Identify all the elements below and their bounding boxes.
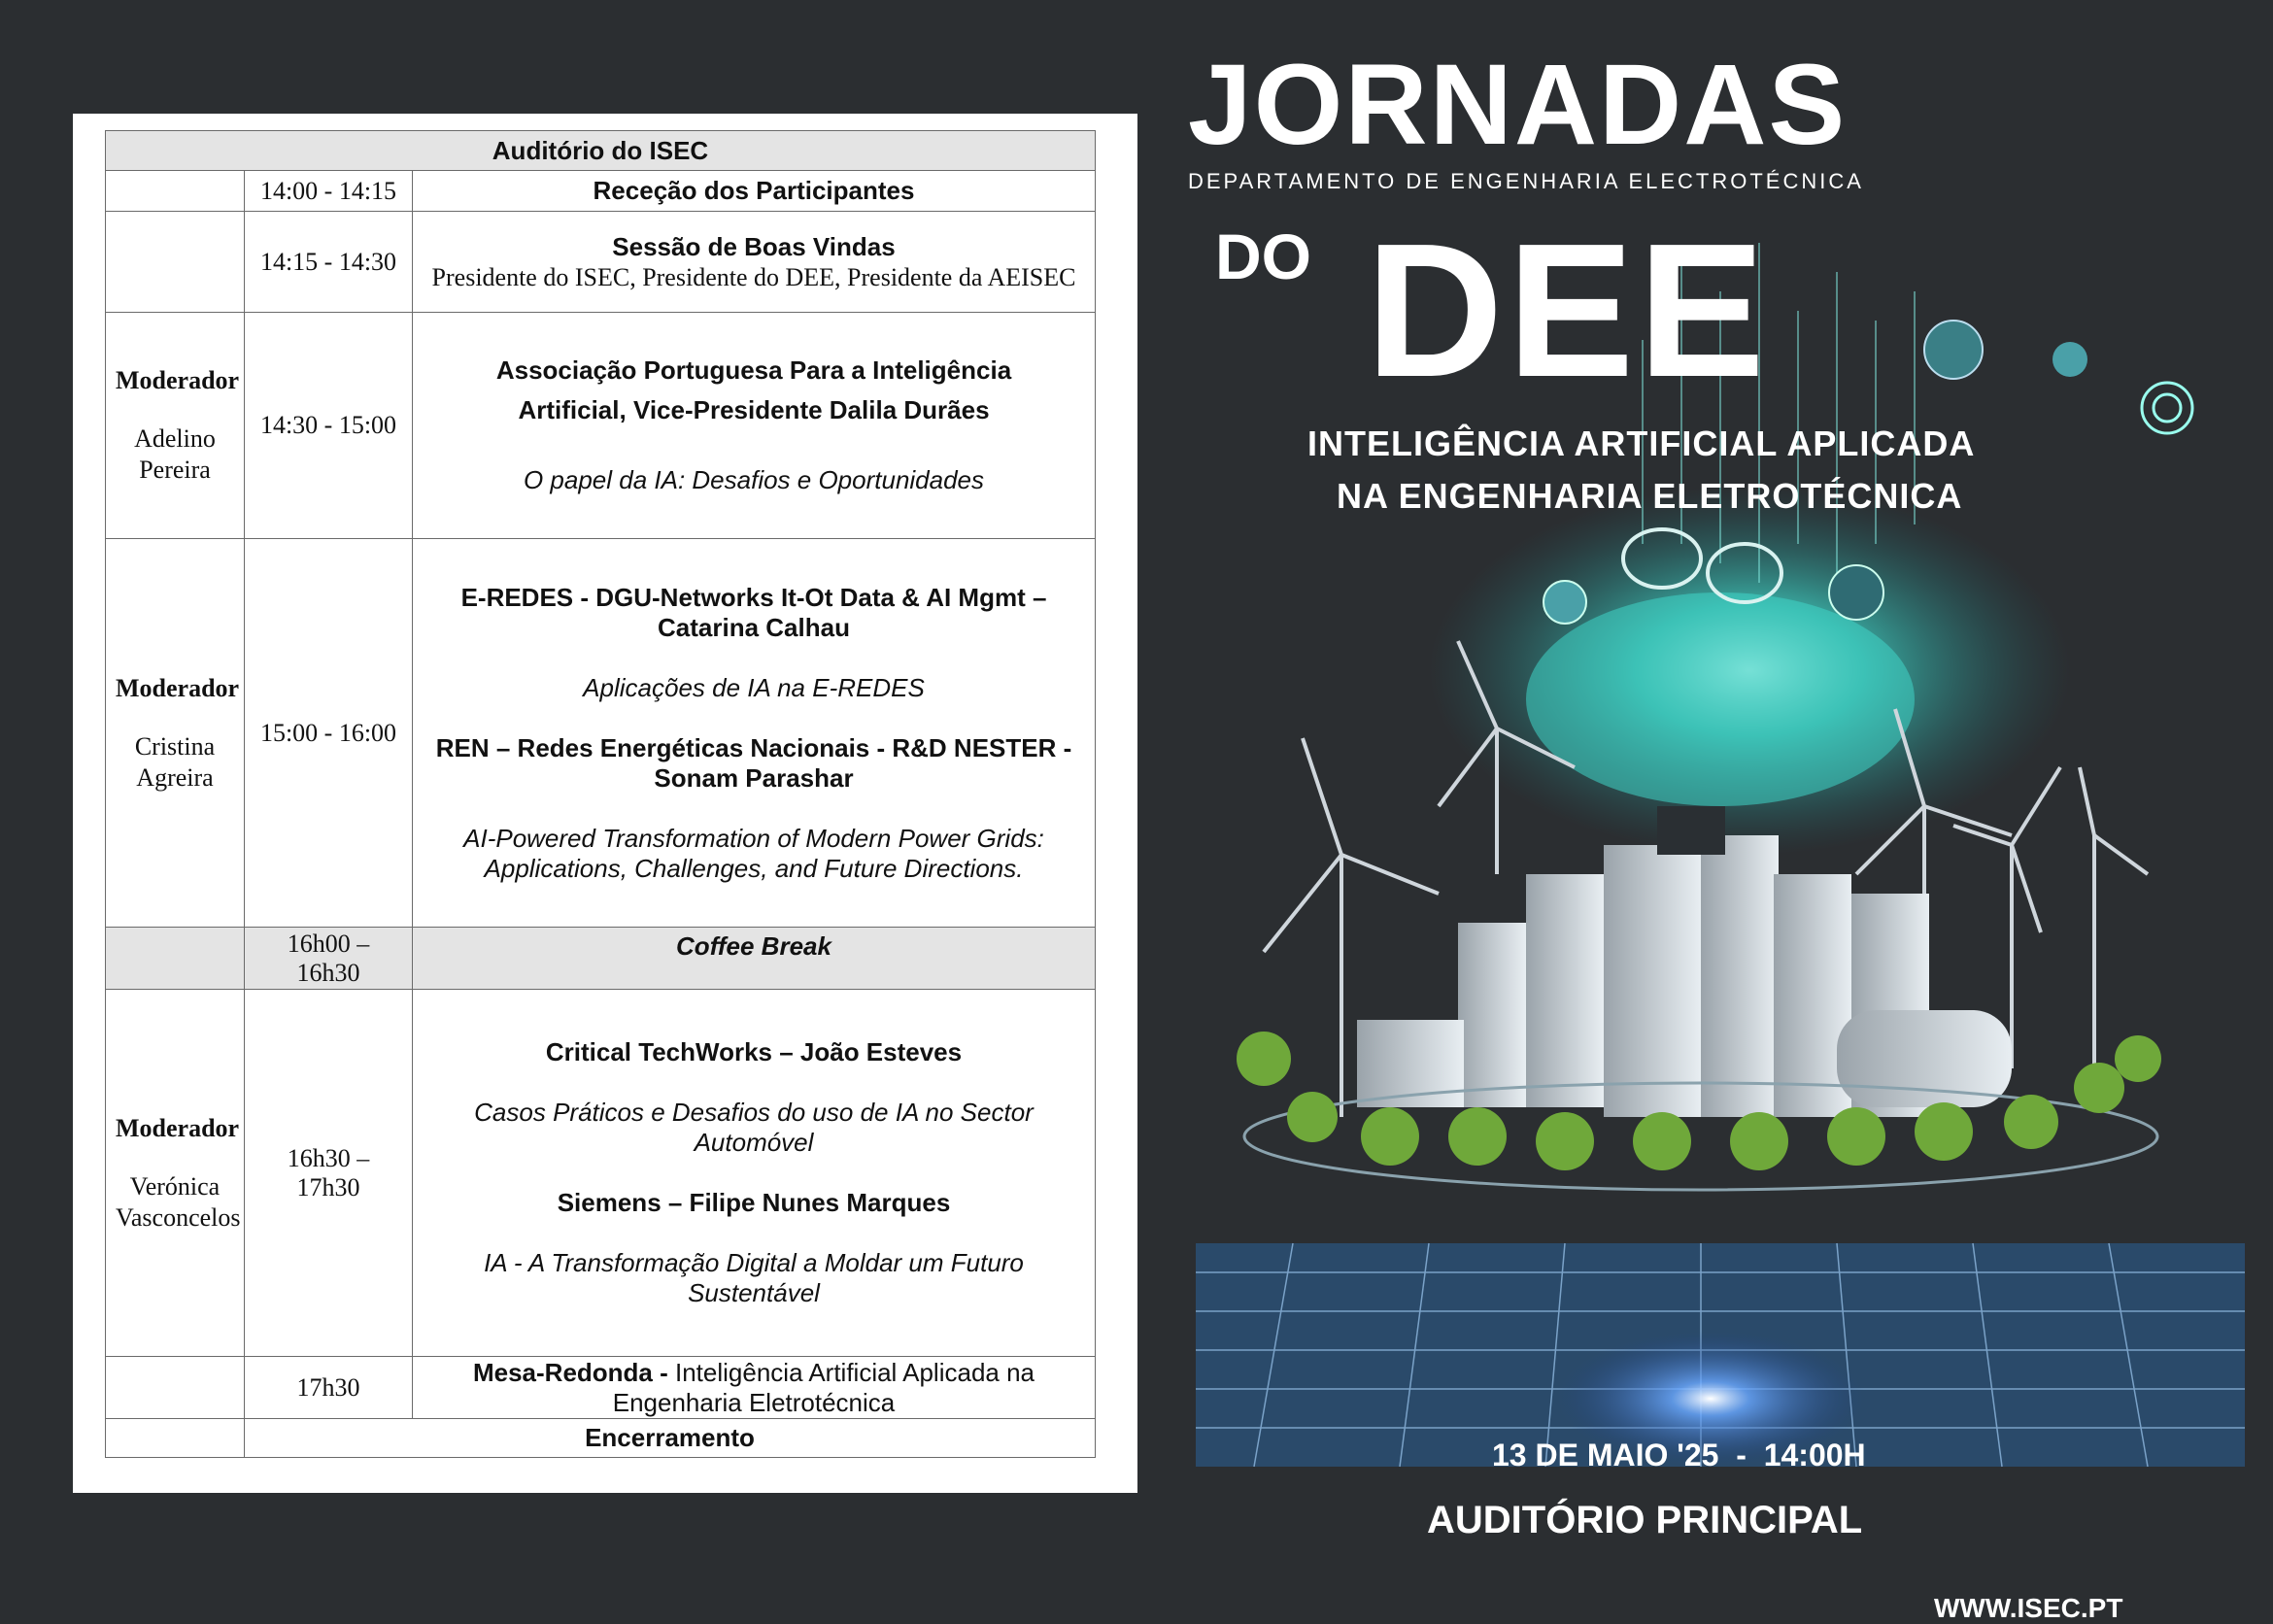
round-table-topic: Inteligência Artificial Aplicada na Engenharia Eletrotécnica: [612, 1357, 1035, 1417]
theme-line-1: INTELIGÊNCIA ARTIFICIAL APLICADA: [1307, 423, 1976, 463]
moderator-cell: [106, 171, 245, 212]
time-cell: 16h30 – 17h30: [245, 990, 413, 1357]
time-cell: 14:00 - 14:15: [245, 171, 413, 212]
time-cell: 15:00 - 16:00: [245, 539, 413, 928]
website-url: WWW.ISEC.PT: [1934, 1593, 2123, 1623]
table-row: [106, 990, 1096, 1357]
session-cell: [413, 212, 1096, 313]
speaker-1: E-REDES - DGU-Networks It-Ot Data & AI Mgmt – Catarina Calhau: [460, 582, 1047, 642]
round-table-label: Mesa-Redonda -: [472, 1357, 675, 1387]
table-row: [106, 171, 1096, 212]
table-row: [106, 1357, 1096, 1419]
table-row: [106, 1419, 1096, 1458]
speaker-line-2: Artificial, Vice-Presidente Dalila Durães: [518, 395, 990, 424]
session-participants: Presidente do ISEC, Presidente do DEE, Presidente da AEISEC: [431, 262, 1076, 291]
session-cell: [413, 1357, 1096, 1419]
speaker-2: Siemens – Filipe Nunes Marques: [557, 1188, 951, 1217]
table-row: [106, 212, 1096, 313]
solar-panels: [1196, 1243, 2245, 1467]
moderator-cell: [106, 539, 245, 928]
time-cell: 17h30: [245, 1357, 413, 1419]
moderator-label: Moderador: [116, 366, 240, 394]
closing-title: Encerramento: [585, 1423, 755, 1452]
talk-1: Casos Práticos e Desafios do uso de IA no Sector Automóvel: [474, 1098, 1034, 1157]
event-location: AUDITÓRIO PRINCIPAL: [1427, 1499, 1863, 1541]
talk-1: Aplicações de IA na E-REDES: [583, 672, 925, 702]
moderator-label: Moderador: [116, 1113, 240, 1142]
session-cell: [245, 1419, 1096, 1458]
moderator-cell: [106, 1419, 245, 1458]
poster-title-dee: DEE: [1366, 204, 1770, 417]
department-name: DEPARTAMENTO DE ENGENHARIA ELECTROTÉCNICA: [1188, 169, 1864, 193]
poster-title-jornadas: JORNADAS: [1188, 41, 1848, 169]
moderator-name: Adelino Pereira: [134, 424, 216, 484]
session-title: [413, 171, 1096, 212]
talk-2: AI-Powered Transformation of Modern Power Grids: Applications, Challenges, and Future Directions.: [463, 823, 1044, 883]
city-buildings: [1357, 806, 2012, 1117]
moderator-name: Cristina Agreira: [134, 731, 216, 792]
session-cell: [413, 928, 1096, 990]
session-cell: [413, 313, 1096, 539]
speaker-1: Critical TechWorks – João Esteves: [545, 1037, 963, 1066]
speaker-2: REN – Redes Energéticas Nacionais - R&D NESTER - Sonam Parashar: [435, 732, 1072, 793]
speaker-line-1: Associação Portuguesa Para a Inteligência: [495, 355, 1012, 385]
moderator-label: Moderador: [116, 673, 240, 702]
theme-line-2: NA ENGENHARIA ELETROTÉCNICA: [1337, 476, 1963, 516]
session-cell: [413, 539, 1096, 928]
program-table: [105, 130, 1096, 1458]
moderator-cell: [106, 212, 245, 313]
moderator-cell: [106, 928, 245, 990]
table-row: [106, 928, 1096, 990]
talk-2: IA - A Transformação Digital a Moldar um Futuro Sustentável: [484, 1248, 1024, 1307]
session-cell: [413, 990, 1096, 1357]
moderator-cell: [106, 313, 245, 539]
time-cell: 14:15 - 14:30: [245, 212, 413, 313]
table-row: [106, 539, 1096, 928]
event-date-time: 13 DE MAIO '25 - 14:00H: [1492, 1438, 1866, 1472]
moderator-name: Verónica Vasconcelos: [116, 1171, 241, 1232]
moderator-cell: [106, 1357, 245, 1419]
ai-splash: [1429, 486, 2070, 855]
session-title-text: Receção dos Participantes: [593, 176, 915, 205]
talk-title: O papel da IA: Desafios e Oportunidades: [523, 465, 985, 494]
moderator-cell: [106, 990, 245, 1357]
venue-title: Auditório do ISEC: [106, 131, 1096, 171]
time-cell: 16h00 – 16h30: [245, 928, 413, 990]
session-title: Sessão de Boas Vindas: [612, 231, 896, 261]
time-cell: 14:30 - 15:00: [245, 313, 413, 539]
table-row: [106, 313, 1096, 539]
venue-header-row: [106, 131, 1096, 171]
poster-title-do: DO: [1215, 220, 1311, 292]
coffee-break: Coffee Break: [676, 931, 831, 961]
event-poster: [1137, 0, 2273, 1623]
